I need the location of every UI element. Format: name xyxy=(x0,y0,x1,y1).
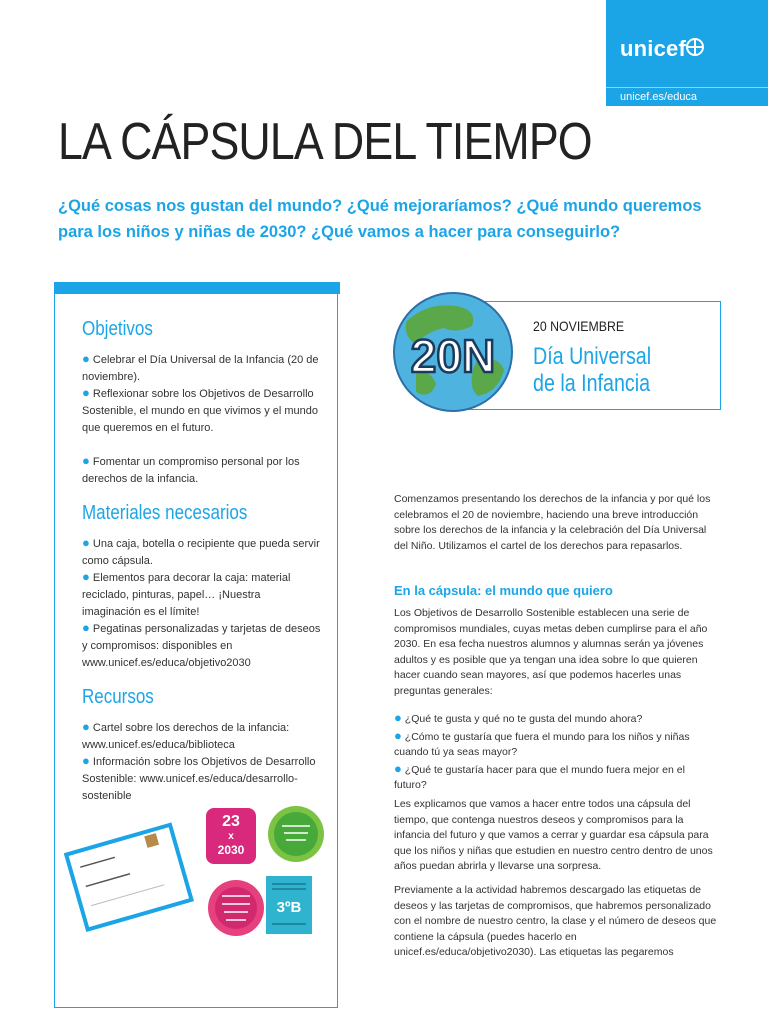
pink-seal-badge xyxy=(208,880,264,936)
recursos-heading: Recursos xyxy=(82,686,154,708)
unicef-globe-icon xyxy=(686,38,704,56)
paragraph-1: Los Objetivos de Desarrollo Sostenible establecen una serie de compromisos mundiales, cuyas metas deben cumplirse para el año 2030. En esa fecha nuestros alumnos y alumnas serán ya jóvenes adultos y es posible que ya tengan una idea sobre lo que quieren hacer cuando sean mayores, así que podemos hacerles unas preguntas generales: xyxy=(394,607,708,697)
badge-2030: 2030 xyxy=(217,843,245,857)
day-date: 20 NOVIEMBRE xyxy=(533,318,625,334)
20n-text: 20N xyxy=(410,330,496,382)
objetivos-item: ● Fomentar un compromiso personal por los derechos de la infancia. xyxy=(82,453,300,485)
day-title: Día Universal de la Infancia xyxy=(533,343,652,397)
badge-23x2030 xyxy=(206,808,256,864)
wish-card-image xyxy=(66,825,191,930)
class-card-3b xyxy=(266,876,312,934)
recursos-item: ● Cartel sobre los derechos de la infancia: www.unicef.es/educa/biblioteca xyxy=(82,719,290,751)
page-subtitle: ¿Qué cosas nos gustan del mundo? ¿Qué mejoraríamos? ¿Qué mundo queremos para los niños y niñas de 2030? ¿Qué vamos a hacer para conseguirlo? xyxy=(58,197,702,241)
question-list xyxy=(394,710,720,794)
section-heading: En la cápsula: el mundo que quiero xyxy=(394,583,613,598)
materiales-item: ● Elementos para decorar la caja: material reciclado, pinturas, papel… ¡Nuestra imaginación es el límite! xyxy=(82,569,291,618)
left-panel-header-bar xyxy=(54,282,340,294)
header-divider xyxy=(606,87,768,88)
question-item: ● ¿Cómo te gustaría que fuera el mundo para los niños y niñas cuando tú ya seas mayor? xyxy=(394,727,690,758)
materiales-item: ● Una caja, botella o recipiente que pueda servir como cápsula. xyxy=(82,535,320,567)
objetivos-item: ● Celebrar el Día Universal de la Infancia (20 de noviembre). xyxy=(82,351,319,383)
page-title: LA CÁPSULA DEL TIEMPO xyxy=(58,113,592,171)
materiales-heading: Materiales necesarios xyxy=(82,502,248,524)
unicef-logo: unicef xyxy=(620,36,686,61)
paragraph-3: Previamente a la actividad habremos descargado las etiquetas de deseos y las tarjetas de compromisos, que habremos personalizado con el nombre de nuestro centro, la clase y el número de deseos que contiene la cápsula (puedes hacerlo en unicef.es/educa/objetivo2030). Las etiquetas las pegaremos xyxy=(394,884,717,958)
paragraph-2: Les explicamos que vamos a hacer entre todos una cápsula del tiempo, que contenga nuestros deseos y compromisos para la infancia del futuro y que vamos a cerrar y guardar esa cápsula para que los niños y niñas que estudien en nuestro centro dentro de unos años puedan abrirla y llevarse una sorpresa. xyxy=(394,798,713,872)
stickers-illustration xyxy=(60,800,336,1000)
objetivos-heading: Objetivos xyxy=(82,318,153,340)
objetivos-item: ● Reflexionar sobre los Objetivos de Desarrollo Sostenible, el mundo en que vivimos y el mundo que queremos en el futuro. xyxy=(82,385,319,434)
badge-x: x xyxy=(228,831,234,842)
badge-23: 23 xyxy=(222,813,240,830)
unicef-url[interactable]: unicef.es/educa xyxy=(620,91,698,103)
green-seal-badge xyxy=(268,806,324,862)
question-item: ● ¿Qué te gusta y qué no te gusta del mundo ahora? xyxy=(394,710,643,725)
card-3b-label: 3ºB xyxy=(276,899,302,916)
materiales-item: ● Pegatinas personalizadas y tarjetas de deseos y compromisos: disponibles en www.unicef.es/educa/objetivo2030 xyxy=(82,620,321,669)
recursos-item: ● Información sobre los Objetivos de Desarrollo Sostenible: www.unicef.es/educa/desarrollo-sostenible xyxy=(82,753,316,802)
question-item: ● ¿Qué te gustaría hacer para que el mundo fuera mejor en el futuro? xyxy=(394,760,685,791)
intro-paragraph: Comenzamos presentando los derechos de la infancia y por qué los celebramos el 20 de noviembre, haciendo una breve introducción sobre los derechos de la infancia y la celebración del Día Universal del Niño. Utilizamos el cartel de los derechos para repasarlos. xyxy=(394,493,711,552)
globe-20n-logo xyxy=(386,292,520,412)
